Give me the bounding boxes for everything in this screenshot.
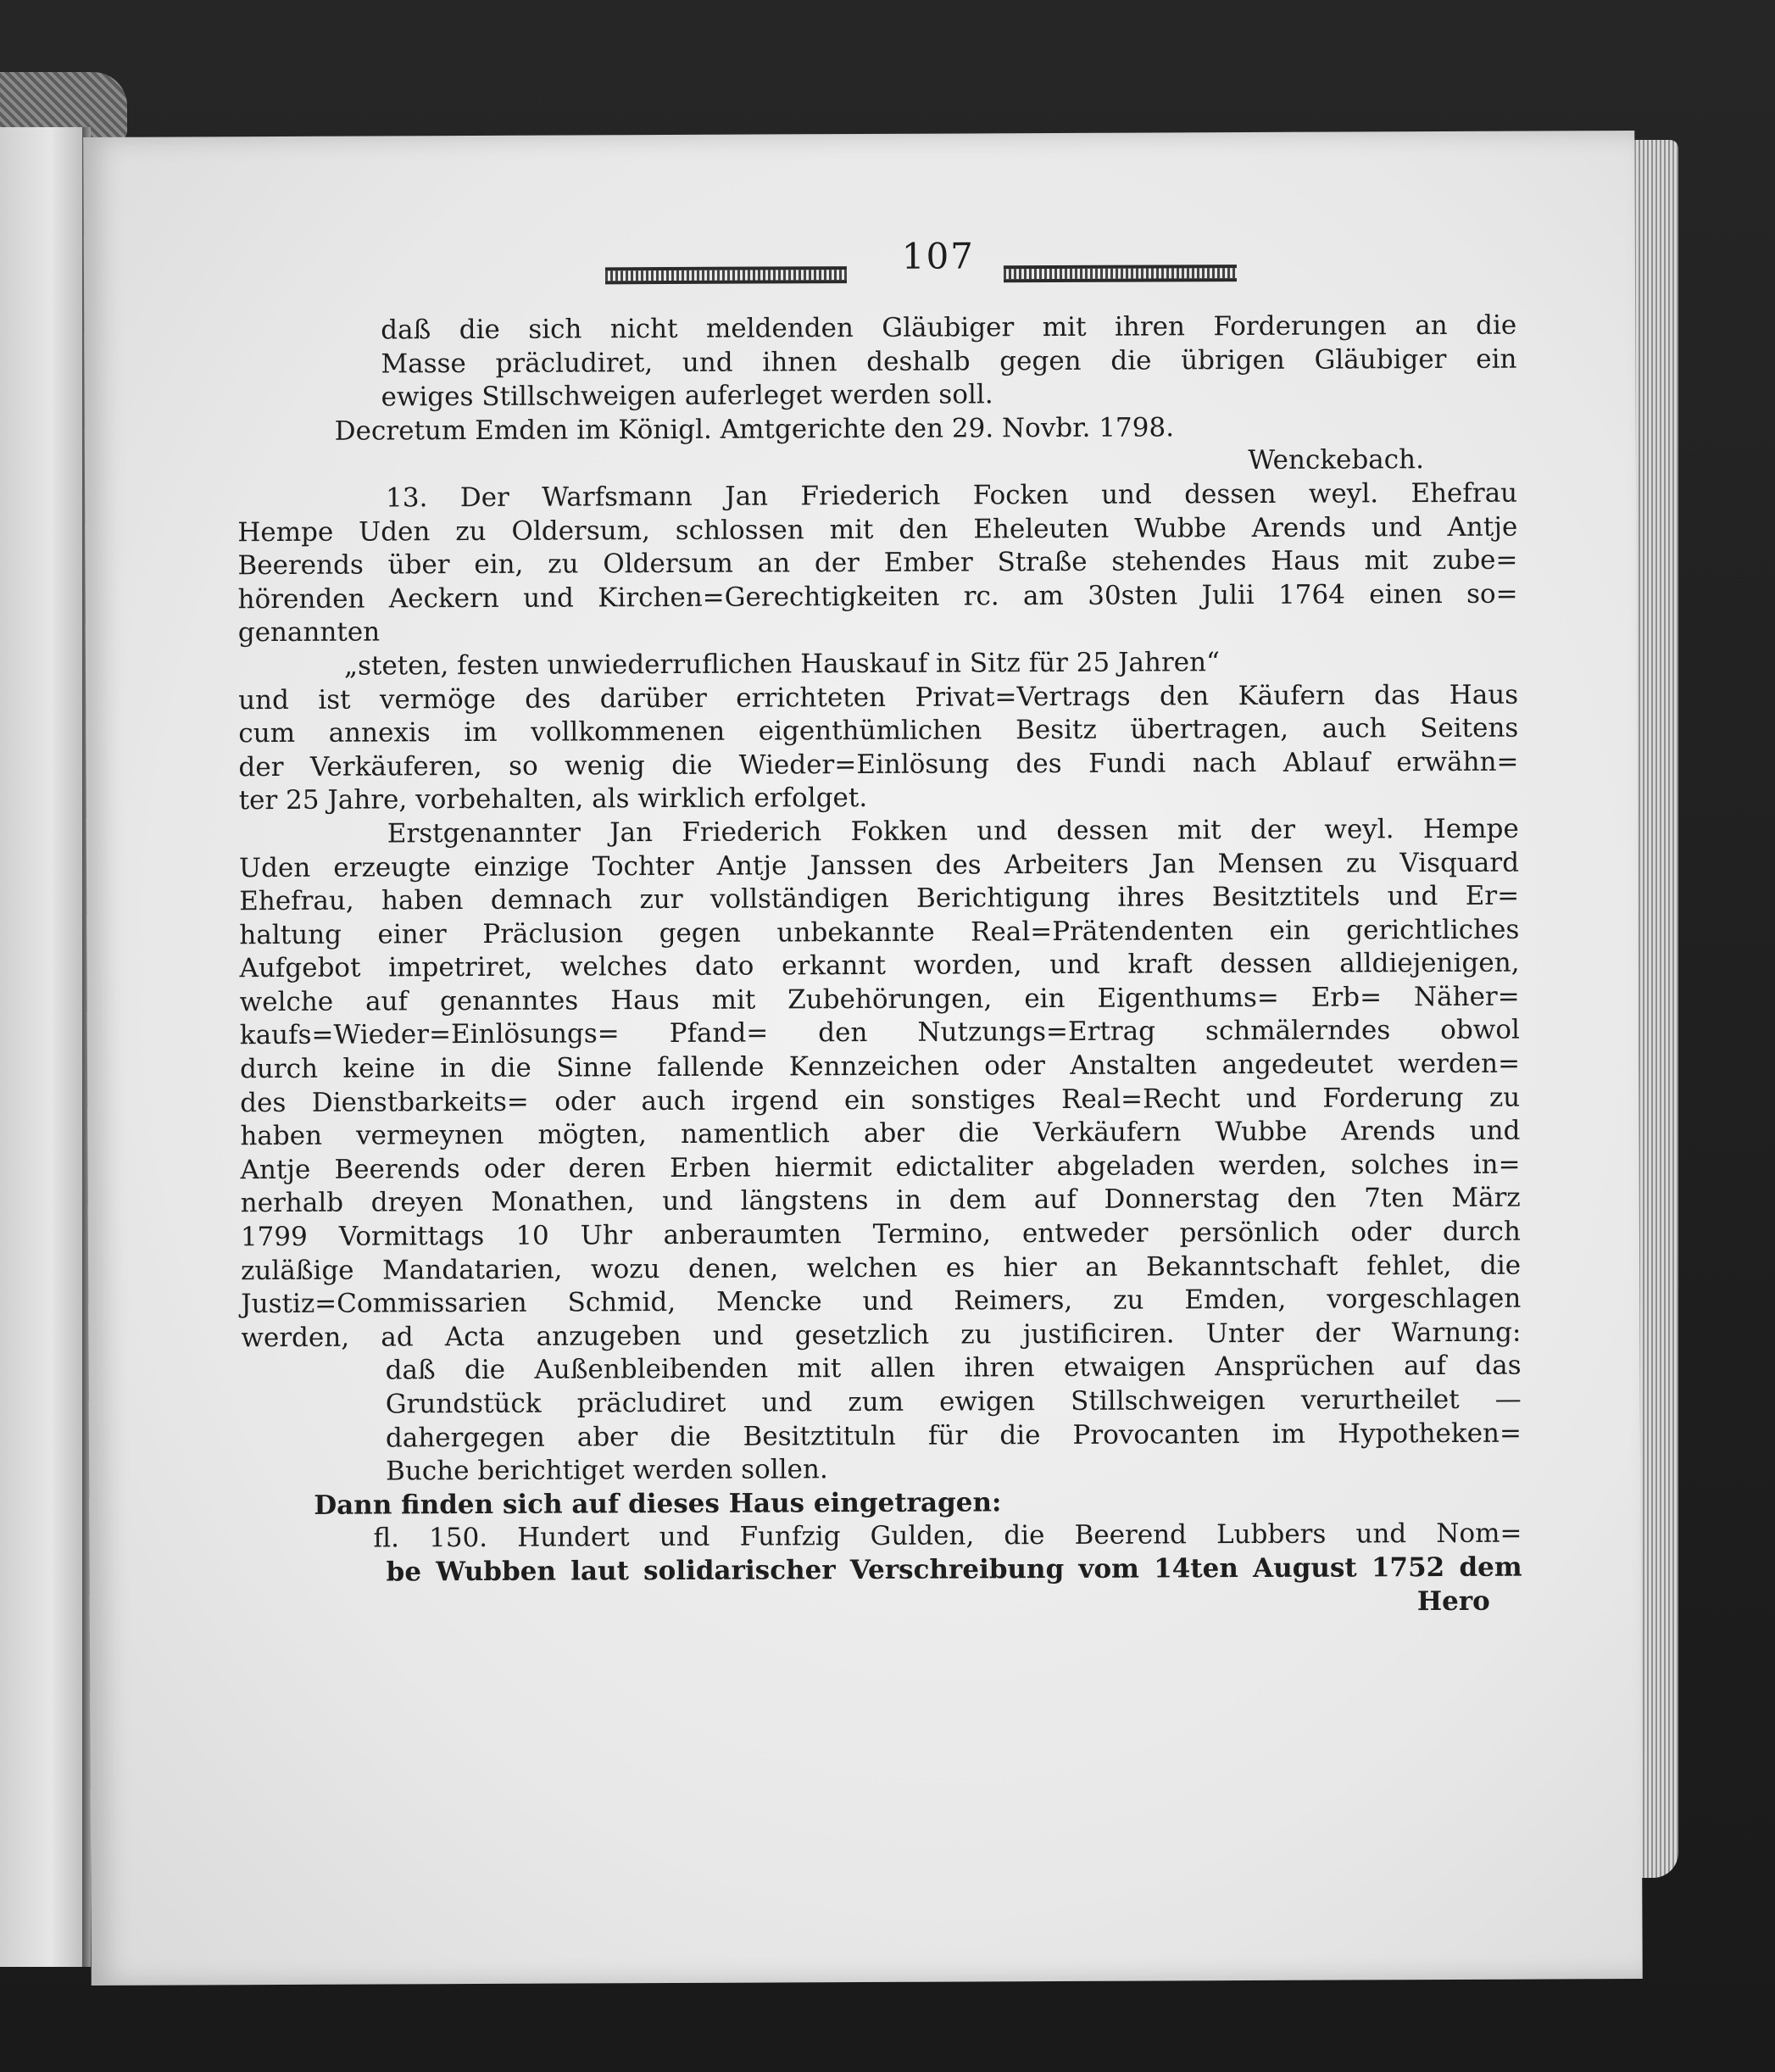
- paragraph-item-13: [237, 477, 1518, 651]
- text-line: hörenden Aeckern und Kirchen=Gerechtigkeiten rc. am 30sten Julii 1764 einen so=: [237, 578, 1518, 615]
- left-page-edge: [0, 127, 87, 1967]
- page-number: 107: [901, 235, 976, 277]
- signature: Wenckebach.: [1248, 444, 1425, 476]
- registry-intro: Dann finden sich auf dieses Haus eingetragen:: [314, 1487, 1002, 1521]
- text-line: durch keine in die Sinne fallende Kennzeichen oder Anstalten angedeutet werden=: [239, 1048, 1521, 1085]
- book-page: [83, 131, 1642, 1986]
- decree-line: Decretum Emden im Königl. Amtgerichte den 29. Novbr. 1798.: [334, 412, 1175, 447]
- text-line: Uden erzeugte einzige Tochter Antje Janssen des Arbeiters Jan Mensen zu Visquard: [238, 847, 1520, 883]
- paragraph-proclamation: [239, 813, 1522, 1356]
- text-line: der Verkäuferen, so wenig die Wieder=Einlösung des Fundi nach Ablauf erwähn=: [238, 746, 1519, 783]
- text-line: Ehefrau, haben demnach zur vollständigen Berichtigung ihres Besitztitels und Er=: [239, 880, 1520, 917]
- text-line: Erstgenannter Jan Friederich Fokken und dessen mit der weyl. Hempe: [387, 813, 1519, 849]
- text-line: zuläßige Mandatarien, wozu denen, welchen es hier an Bekanntschaft fehlet, die: [241, 1250, 1522, 1286]
- text-line: Aufgebot impetriret, welches dato erkannt worden, und kraft dessen alldiejenigen,: [239, 947, 1520, 984]
- text-line: nerhalb dreyen Monathen, und längstens in dem auf Donnerstag den 7ten März: [240, 1183, 1521, 1219]
- catchword: Hero: [1416, 1585, 1490, 1617]
- text-line: haben vermeynen mögten, namentlich aber die Verkäufern Wubbe Arends und: [240, 1115, 1521, 1152]
- text-line: und ist vermöge des darüber errichteten Privat=Vertrags den Käufern das Haus: [238, 679, 1519, 716]
- warning-block: [242, 1350, 1522, 1490]
- text-line: Beerends über ein, zu Oldersum an der Ember Straße stehendes Haus mit zube=: [237, 544, 1518, 582]
- text-line: dahergegen aber die Besitztituln für die Provocanten im Hypotheken=: [385, 1418, 1522, 1454]
- registry-entry: [242, 1518, 1522, 1590]
- text-line: Grundstück präcludiret und zum ewigen Stillschweigen verurtheilet —: [385, 1384, 1522, 1420]
- text-line: werden, ad Acta anzugeben und gesetzlich zu justificiren. Unter der Warnung:: [241, 1317, 1522, 1354]
- page-header: [236, 233, 1516, 307]
- text-line: haltung einer Präclusion gegen unbekannte Real=Prätendenten ein gerichtliches: [239, 914, 1520, 950]
- text-line: des Dienstbarkeits= oder auch irgend ein sonstiges Real=Recht und Forderung zu: [240, 1082, 1521, 1118]
- header-ornament-right: [1004, 265, 1237, 282]
- text-line: Justiz=Commissarien Schmid, Mencke und Reimers, zu Emden, vorgeschlagen: [241, 1283, 1522, 1320]
- header-ornament-left: [605, 266, 847, 284]
- text-line: Antje Beerends oder deren Erben hiermit edictaliter abgeladen werden, solches in=: [240, 1149, 1521, 1186]
- text-line: fl. 150. Hundert und Funfzig Gulden, die Beerend Lubbers und Nom=: [373, 1518, 1522, 1554]
- paragraph-item-13-continued: [238, 678, 1519, 818]
- text-line: 1799 Vormittags 10 Uhr anberaumten Termino, entweder persönlich oder durch: [240, 1216, 1521, 1253]
- text-line: welche auf genanntes Haus mit Zubehörungen, ein Eigenthums= Erb= Näher=: [239, 981, 1520, 1018]
- text-line: kaufs=Wieder=Einlösungs= Pfand= den Nutzungs=Ertrag schmälerndes obwol: [239, 1015, 1520, 1051]
- text-line: daß die sich nicht meldenden Gläubiger mit ihren Forderungen an die: [381, 309, 1517, 346]
- page-text-block: [236, 233, 1522, 1624]
- text-line: genannten: [237, 616, 381, 649]
- text-line: Hempe Uden zu Oldersum, schlossen mit den Eheleuten Wubbe Arends und Antje: [237, 511, 1518, 548]
- text-line: ter 25 Jahre, vorbehalten, als wirklich erfolget.: [238, 783, 868, 816]
- text-line: daß die Außenbleibenden mit allen ihren etwaigen Ansprüchen auf das: [385, 1351, 1522, 1386]
- text-line: Masse präcludiret, und ihnen deshalb gegen die übrigen Gläubiger ein: [381, 343, 1517, 380]
- text-line: be Wubben laut solidarischer Verschreibung vom 14ten August 1752 dem: [386, 1551, 1522, 1588]
- paragraph-continuation: [236, 309, 1517, 415]
- text-line: Buche berichtiget werden sollen.: [386, 1454, 828, 1487]
- text-line: 13. Der Warfsmann Jan Friederich Focken und dessen weyl. Ehefrau: [386, 477, 1518, 514]
- quoted-phrase: „steten, festen unwiederruflichen Hauskauf in Sitz für 25 Jahren“: [343, 647, 1220, 682]
- text-line: ewiges Stillschweigen auferleget werden soll.: [381, 379, 993, 413]
- text-line: cum annexis im vollkommenen eigenthümlichen Besitz übertragen, auch Seitens: [238, 712, 1519, 749]
